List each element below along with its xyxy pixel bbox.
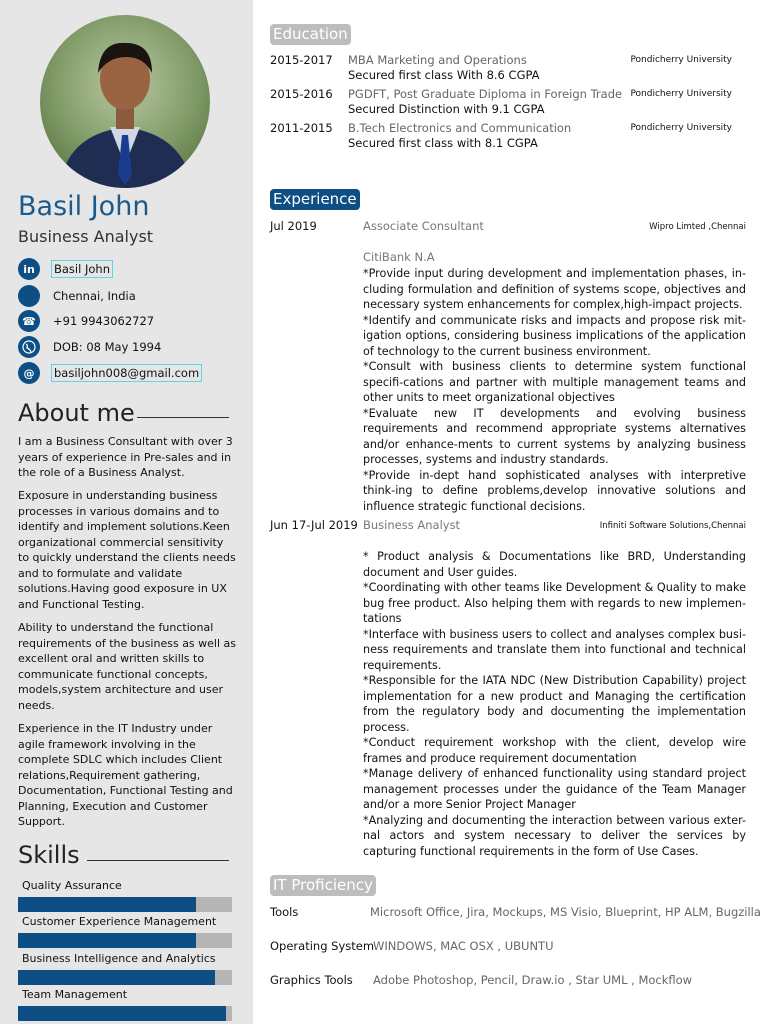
job-title: Business Analyst	[363, 518, 461, 532]
contact-location	[18, 284, 238, 308]
about-paragraph: I am a Business Consultant with over 3 years of experience in Pre-sales and in the role of a Business Analyst.	[18, 435, 233, 479]
experience-heading: Experience	[270, 189, 360, 210]
skill-label: Quality Assurance	[22, 879, 122, 892]
education-heading: Education	[270, 24, 351, 45]
globe-icon	[18, 336, 40, 358]
it-row	[270, 905, 760, 921]
about-paragraph: Exposure in understanding business processes in various domains and to identify and implement solutions.Keen organizational commercial sensitivity to quickly understand the clients needs and to formulate and validate solutions.Having good exposure in UX and Functional Testing.	[18, 489, 236, 611]
job-bullet: *Coordinating with other teams like Development & Quality to make bug free product. Also helping them with regards to new implemen-tations	[363, 581, 746, 625]
linkedin-icon: in	[18, 258, 40, 280]
contact-email[interactable]	[18, 361, 238, 385]
skill-bar	[18, 970, 232, 985]
profile-role: Business Analyst	[18, 227, 154, 246]
skill-bar-fill	[18, 897, 196, 912]
education-university: Pondicherry University	[630, 55, 732, 65]
mail-icon	[18, 285, 40, 307]
job-bullet: *Provide input during development and implementation phases, in-cluding formulation and definition of systems scope, objectives and necessary system enhancements for complex,high-impact projects.	[363, 267, 746, 311]
education-university: Pondicherry University	[630, 89, 732, 99]
job-title: Associate Consultant	[363, 219, 484, 233]
job-bullet: *Manage delivery of enhanced functionality using standard project management processes under the guidance of the Team Manager and/or a more Senior Project Manager	[363, 767, 746, 811]
job-bullet: *Conduct requirement workshop with the client, develop wire frames and produce requirement documentation	[363, 736, 746, 765]
it-value: WINDOWS, MAC OSX , UBUNTU	[373, 939, 554, 953]
it-row	[270, 939, 760, 955]
dob-text: DOB: 08 May 1994	[53, 340, 162, 354]
it-label: Graphics Tools	[270, 973, 353, 987]
skill-label: Team Management	[22, 988, 128, 1001]
job-bullets	[363, 266, 746, 514]
contact-dob	[18, 335, 238, 359]
contact-phone	[18, 309, 238, 333]
job-bullet: *Responsible for the IATA NDC (New Distribution Capability) project implementation for a new product and Managing the certification from the regulatory body and documenting the implementation process.	[363, 674, 746, 734]
job-bullet: *Consult with business clients to determine system functional specifi-cations and partner with multiple management teams and other units to meet organizational objectives	[363, 360, 746, 404]
skill-bar-fill	[18, 1006, 226, 1021]
skill-bar-fill	[18, 933, 196, 948]
location-text: Chennai, India	[53, 289, 136, 303]
skill-label: Customer Experience Management	[22, 915, 217, 928]
job-bullet: *Analyzing and documenting the interaction between various exter-nal actors and system necessary to deliver the services by capturing functional requirements in the form of Use Cases.	[363, 813, 746, 858]
about-heading: About me	[18, 399, 135, 427]
job-bullet: *Interface with business users to collect and analyses complex busi-ness requirements and translate them into functional and technical requirements.	[363, 627, 746, 672]
job-bullet: *Identify and communicate risks and impacts and propose risk mit-igation options, considering business implications of the application of technology to the current business environment.	[363, 313, 746, 358]
education-item	[270, 87, 750, 119]
at-icon: @	[18, 362, 40, 384]
job-company: Wipro Limted ,Chennai	[649, 222, 746, 232]
education-university: Pondicherry University	[630, 123, 732, 133]
phone-icon: ☎	[18, 310, 40, 332]
job-date: Jul 2019	[270, 219, 317, 233]
job-bullet: * Product analysis & Documentations like BRD, Understanding document and User guides.	[363, 550, 746, 579]
job-bullet: *Evaluate new IT developments and evolving business requirements and recommend appropriate systems alternatives and/or enhance-ments to current systems by analyzing business processes, systems and industry standards.	[363, 406, 746, 466]
sidebar	[0, 0, 253, 1024]
phone-text: +91 9943062727	[53, 314, 155, 328]
it-value: Microsoft Office, Jira, Mockups, MS Visio, Blueprint, HP ALM, Bugzilla	[370, 905, 761, 919]
job-bullets	[363, 549, 746, 859]
about-paragraph: Ability to understand the functional requirements of the business as well as excellent oral and written skills to communicate functional concepts, models,system architecture and user needs.	[18, 621, 237, 712]
skills-divider	[87, 860, 229, 861]
it-label: Operating System	[270, 939, 375, 953]
it-proficiency-heading: IT Proficiency	[270, 875, 376, 896]
skill-bar	[18, 897, 232, 912]
skill-bar	[18, 1006, 232, 1021]
skill-label: Business Intelligence and Analytics	[22, 952, 216, 965]
job-bullet: *Provide in-dept hand sophisticated analyses with interpretive think-ing to define problems,develop innovative solutions and influence strategic functional decisions.	[363, 468, 746, 513]
contact-linkedin[interactable]	[18, 257, 238, 281]
education-years: 2011-2015	[270, 121, 333, 135]
education-years: 2015-2016	[270, 87, 333, 101]
it-row	[270, 973, 760, 989]
education-years: 2015-2017	[270, 53, 333, 67]
education-result: Secured Distinction with 9.1 CGPA	[348, 102, 545, 116]
profile-name: Basil John	[18, 191, 150, 222]
about-divider	[137, 417, 229, 418]
education-item	[270, 53, 750, 85]
education-degree: PGDFT, Post Graduate Diploma in Foreign Trade	[348, 87, 623, 101]
it-value: Adobe Photoshop, Pencil, Draw.io , Star UML , Mockflow	[373, 973, 693, 987]
skill-bar	[18, 933, 232, 948]
linkedin-link[interactable]: Basil John	[51, 260, 113, 278]
profile-photo	[40, 15, 210, 188]
job-client: CitiBank N.A	[363, 250, 435, 264]
education-result: Secured first class with 8.1 CGPA	[348, 136, 538, 150]
education-degree: B.Tech Electronics and Communication	[348, 121, 572, 135]
about-paragraph: Experience in the IT Industry under agile framework involving in the complete SDLC which includes Client relations,Requirement gathering, Documentation, Functional Testing and Planning, Execution and Customer Support.	[18, 722, 233, 828]
education-degree: MBA Marketing and Operations	[348, 53, 527, 67]
job-company: Infiniti Software Solutions,Chennai	[599, 521, 746, 531]
education-item	[270, 121, 750, 153]
skills-heading: Skills	[18, 841, 80, 869]
it-label: Tools	[270, 905, 299, 919]
education-result: Secured first class With 8.6 CGPA	[348, 68, 540, 82]
email-link[interactable]: basiljohn008@gmail.com	[51, 364, 202, 382]
skill-bar-fill	[18, 970, 215, 985]
job-date: Jun 17-Jul 2019	[270, 518, 358, 532]
